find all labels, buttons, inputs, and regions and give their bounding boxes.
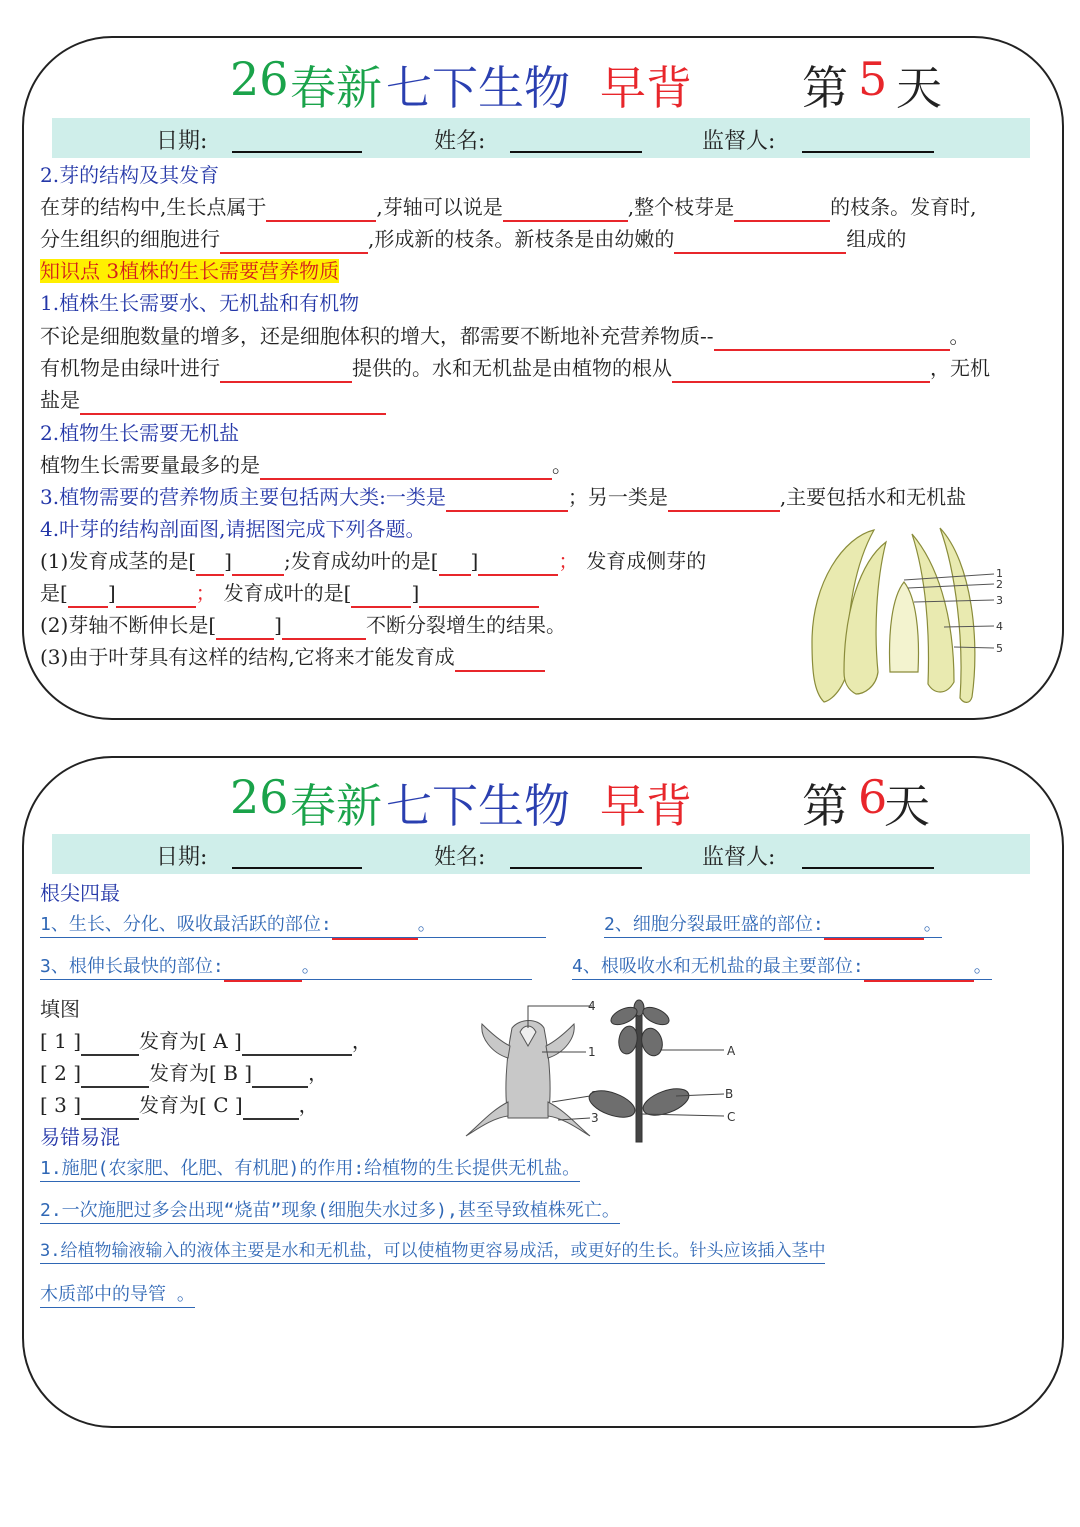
title-num: 5 [858, 52, 888, 106]
title-chun: 春新 [290, 779, 382, 833]
title-num: 6 [858, 770, 888, 824]
text: ] [224, 549, 232, 573]
text: 发育成侧芽的 [586, 549, 707, 573]
answer-blank[interactable] [116, 586, 196, 608]
text: 3.植物需要的营养物质主要包括两大类:一类是 [40, 485, 446, 509]
info-bar [52, 118, 1030, 158]
answer-blank[interactable] [196, 554, 224, 576]
answer-blank[interactable] [81, 1066, 149, 1088]
answer-blank[interactable] [672, 361, 930, 383]
question-line [40, 610, 566, 640]
text: ] [107, 581, 116, 605]
answer-blank[interactable] [243, 1098, 299, 1120]
handwritten-line: 木质部中的导管 。 [40, 1284, 195, 1308]
bud-section-diagram [462, 998, 602, 1138]
root-line [604, 908, 942, 940]
text: ] [274, 613, 282, 637]
bud-label-3: 3 [591, 1111, 599, 1125]
section-heading: 根尖四最 [40, 881, 120, 905]
answer-blank[interactable] [674, 232, 846, 254]
fig-label-3: 3 [996, 594, 1003, 607]
text: ， [308, 1061, 329, 1085]
section-heading: 1.植株生长需要水、无机盐和有机物 [40, 291, 360, 315]
plant-label-C: C [727, 1110, 736, 1124]
leaf [586, 1085, 639, 1122]
answer-blank[interactable] [220, 232, 368, 254]
date-label: 日期: [156, 129, 208, 154]
text: 。 [923, 914, 942, 935]
title-di: 第 [802, 61, 848, 115]
plant-label-A: A [727, 1044, 736, 1058]
text: 组成的 [846, 227, 907, 251]
handwritten-line: 1.施肥(农家肥、化肥、有机肥)的作用:给植物的生长提供无机盐。 [40, 1158, 580, 1182]
title-zaobei: 早背 [600, 61, 692, 115]
question-line [40, 546, 706, 576]
answer-blank[interactable] [824, 920, 924, 940]
pointer-line [944, 626, 994, 627]
text: ,整个枝芽是 [627, 195, 735, 219]
answer-blank[interactable] [68, 586, 108, 608]
text: 的枝条。发育时, [830, 195, 977, 219]
bud-label-1: 1 [588, 1045, 596, 1059]
fig-label-1: 1 [996, 567, 1003, 580]
text-line [40, 450, 572, 480]
answer-blank[interactable] [419, 586, 539, 608]
confuse-line [40, 1278, 195, 1310]
bud-label-4: 4 [588, 999, 596, 1013]
text: ； [195, 581, 216, 605]
title-year: 26 [230, 770, 289, 824]
text: 分生组织的细胞进行 [40, 227, 220, 251]
text: 有机物是由绿叶进行 [40, 356, 220, 380]
text: 发育为[ C ] [139, 1093, 243, 1117]
title-tian: 天 [884, 779, 930, 833]
day6-card [22, 756, 1064, 1428]
confuse-line [40, 1194, 620, 1226]
confuse-line [40, 1152, 580, 1184]
text: ,形成新的枝条。新枝条是由幼嫩的 [368, 227, 675, 251]
answer-blank[interactable] [351, 586, 411, 608]
leaf-bud-diagram [804, 522, 1004, 708]
text: 是[ [40, 581, 68, 605]
section-heading: 2.芽的结构及其发育 [40, 163, 220, 187]
text: ] [411, 581, 420, 605]
text: 2、细胞分裂最旺盛的部位: [604, 914, 824, 935]
text: ,主要包括水和无机盐 [779, 485, 967, 509]
answer-blank[interactable] [224, 962, 302, 982]
answer-blank[interactable] [734, 200, 830, 222]
answer-blank[interactable] [81, 1098, 139, 1120]
answer-blank[interactable] [216, 618, 274, 640]
root-line [40, 908, 546, 940]
date-field[interactable] [232, 867, 362, 869]
supervisor-label: 监督人: [702, 845, 776, 870]
text-line [40, 353, 990, 383]
text: [ 1 ] [40, 1029, 82, 1053]
answer-blank[interactable] [455, 650, 545, 672]
title-zaobei: 早背 [600, 779, 692, 833]
text: [ 3 ] [40, 1093, 82, 1117]
leaf [639, 1026, 666, 1058]
day6-title [24, 770, 1062, 840]
handwritten-line [604, 914, 942, 938]
answer-blank[interactable] [80, 393, 386, 415]
text: (2)芽轴不断伸长是[ [40, 613, 217, 637]
text: 不论是细胞数量的增多，还是细胞体积的增大，都需要不断地补充营养物质-- [40, 324, 714, 348]
bud-scale-left [466, 1102, 508, 1136]
bud-axis [890, 582, 919, 672]
text: 3、根伸长最快的部位: [40, 956, 224, 977]
answer-blank[interactable] [220, 361, 352, 383]
confuse-line [40, 1236, 825, 1266]
handwritten-line [572, 956, 992, 980]
answer-blank[interactable] [242, 1034, 352, 1056]
date-field[interactable] [232, 151, 362, 153]
text: ] [470, 549, 479, 573]
leaf [640, 1004, 671, 1029]
fig-label-4: 4 [996, 620, 1003, 633]
young-leaf-left [482, 1024, 510, 1058]
text: 。 [949, 324, 970, 348]
root-line [40, 950, 532, 982]
date-label: 日期: [156, 845, 208, 870]
text-line [40, 385, 386, 415]
text: ,芽轴可以说是 [376, 195, 503, 219]
text: 发育为[ A ] [139, 1029, 242, 1053]
answer-blank[interactable] [439, 554, 471, 576]
plant-label-B: B [725, 1087, 734, 1101]
text: 。 [973, 956, 992, 977]
handwritten-line: 3.给植物输液输入的液体主要是水和无机盐，可以使植物更容易成活，或更好的生长。针头应该插入茎中 [40, 1241, 825, 1264]
text-line [40, 482, 966, 512]
answer-blank[interactable] [714, 329, 950, 351]
root-line [572, 950, 992, 982]
section-heading: 2.植物生长需要无机盐 [40, 421, 240, 445]
title-subject: 七下生物 [386, 779, 570, 833]
text: 发育为[ B ] [149, 1061, 253, 1085]
text: [ 2 ] [40, 1061, 82, 1085]
shoot-plant-diagram [584, 994, 754, 1144]
fill-line [40, 1058, 328, 1088]
text: ； [558, 549, 579, 573]
text: (1)发育成茎的是[ [40, 549, 197, 573]
answer-blank[interactable] [252, 1066, 308, 1088]
section-heading: 易错易混 [40, 1125, 120, 1149]
text: 植物生长需要量最多的是 [40, 453, 260, 477]
supervisor-field[interactable] [802, 151, 934, 153]
answer-blank[interactable] [81, 1034, 139, 1056]
text: 盐是 [40, 388, 80, 412]
text: 提供的。水和无机盐是由植物的根从 [352, 356, 672, 380]
answer-blank[interactable] [260, 458, 552, 480]
name-field[interactable] [510, 867, 642, 869]
knowledge-heading [40, 256, 339, 286]
day5-title [24, 52, 1062, 122]
text: 。 [417, 914, 436, 935]
young-leaf-right [546, 1024, 574, 1058]
fill-line [40, 1090, 319, 1120]
answer-blank[interactable] [503, 200, 628, 222]
supervisor-label: 监督人: [702, 129, 776, 154]
text: ， [351, 1029, 372, 1053]
day5-card [22, 36, 1064, 720]
title-di: 第 [802, 779, 848, 833]
handwritten-line [40, 914, 546, 938]
text: ；另一类是 [567, 485, 668, 509]
answer-blank[interactable] [282, 618, 366, 640]
text: ;发育成幼叶的是[ [283, 549, 439, 573]
text: 在芽的结构中,生长点属于 [40, 195, 267, 219]
answer-blank[interactable] [332, 920, 418, 940]
text: 。 [301, 956, 320, 977]
answer-blank[interactable] [266, 200, 376, 222]
pointer-line [954, 647, 994, 648]
supervisor-field[interactable] [802, 867, 934, 869]
text: 4、根吸收水和无机盐的最主要部位: [572, 956, 864, 977]
question-line [40, 642, 545, 672]
text: 1、生长、分化、吸收最活跃的部位: [40, 914, 332, 935]
name-field[interactable] [510, 151, 642, 153]
name-label: 姓名: [434, 845, 486, 870]
text-line [40, 321, 970, 351]
name-label: 姓名: [434, 129, 486, 154]
highlight-text: 知识点 3植株的生长需要营养物质 [40, 259, 340, 283]
fill-heading: 填图 [40, 997, 80, 1021]
title-tian: 天 [896, 61, 942, 115]
answer-blank[interactable] [668, 490, 780, 512]
pointer-line [908, 584, 994, 588]
fig-label-5: 5 [996, 642, 1003, 655]
answer-blank[interactable] [446, 490, 568, 512]
section-heading: 4.叶芽的结构剖面图,请据图完成下列各题。 [40, 517, 426, 541]
question-line [40, 578, 539, 608]
title-year: 26 [230, 52, 289, 106]
text: 。 [552, 453, 572, 477]
info-bar [52, 834, 1030, 874]
fill-line [40, 1026, 372, 1056]
pointer-line [904, 574, 994, 580]
text: (3)由于叶芽具有这样的结构,它将来才能发育成 [40, 645, 455, 669]
answer-blank[interactable] [478, 554, 558, 576]
answer-blank[interactable] [232, 554, 284, 576]
text: 不断分裂增生的结果。 [365, 613, 566, 637]
text-line [40, 192, 976, 222]
handwritten-line [40, 956, 532, 980]
fig-label-2: 2 [996, 578, 1003, 591]
text: 发育成叶的是[ [223, 581, 352, 605]
answer-blank[interactable] [864, 962, 974, 982]
title-chun: 春新 [290, 61, 382, 115]
text: ，无机 [930, 356, 990, 380]
title-subject: 七下生物 [386, 61, 570, 115]
handwritten-line: 2.一次施肥过多会出现“烧苗”现象(细胞失水过多),甚至导致植株死亡。 [40, 1200, 620, 1224]
text: ， [298, 1093, 319, 1117]
text-line [40, 224, 906, 254]
